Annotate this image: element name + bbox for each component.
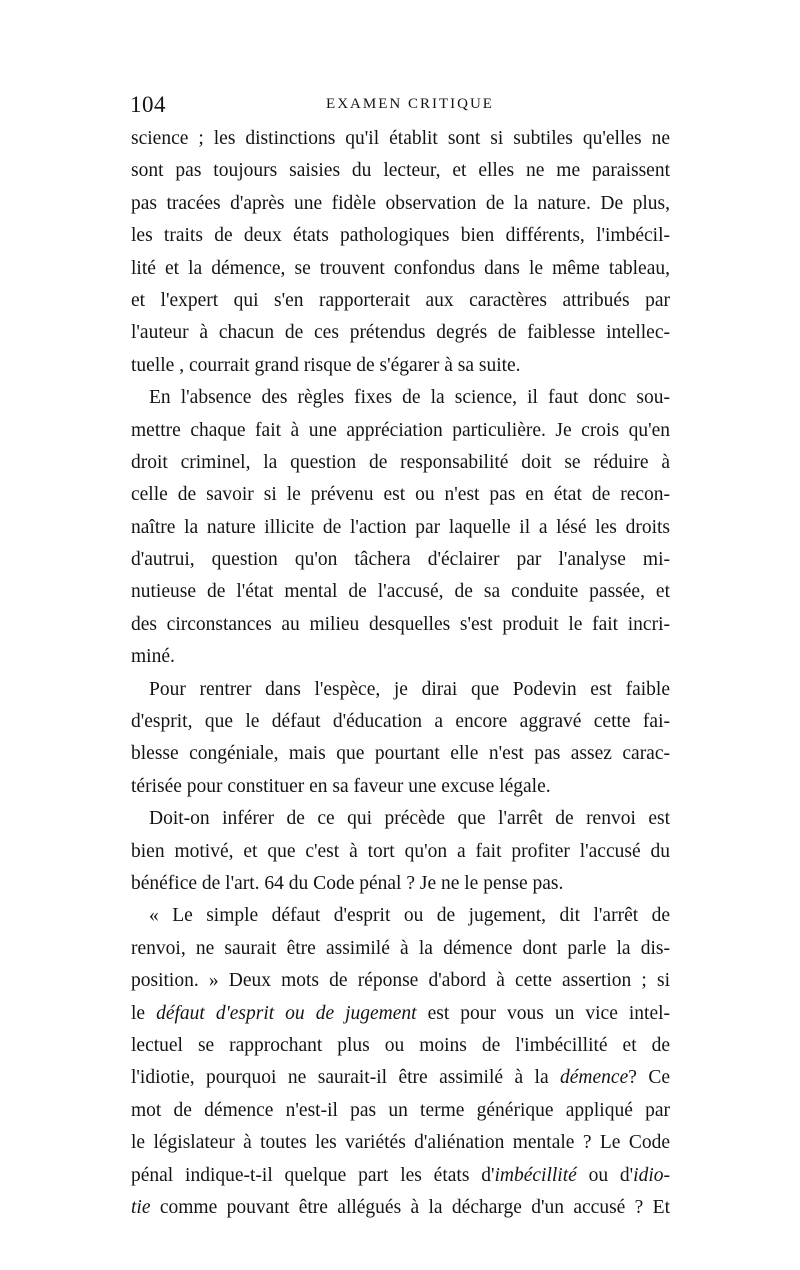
text-line: En l'absence des règles fixes de la science, il faut donc sou- xyxy=(149,387,670,409)
text-line: renvoi, ne saurait être assimilé à la démence dont parle la dis- xyxy=(131,937,670,959)
text-line xyxy=(131,1192,670,1224)
text-line: d'esprit, que le défaut d'éducation a encore aggravé cette fai- xyxy=(131,711,670,733)
text-line: mot de démence n'est-il pas un terme générique appliqué par xyxy=(131,1099,670,1121)
text-line: les traits de deux états pathologiques bien différents, l'imbécil- xyxy=(131,225,670,247)
text-line xyxy=(131,1160,670,1192)
italic-run: idio- xyxy=(633,1164,670,1186)
text-line: des circonstances au milieu desquelles s'est produit le fait incri- xyxy=(131,613,670,635)
text-line: miné. xyxy=(131,646,175,668)
italic-run: tie xyxy=(131,1196,151,1218)
text-line: droit criminel, la question de responsabilité doit se réduire à xyxy=(131,451,670,473)
text-line xyxy=(131,998,670,1030)
text-line: position. » Deux mots de réponse d'abord à cette assertion ; si xyxy=(131,970,670,992)
text-run: pénal indique-t-il quelque part les états d' xyxy=(131,1164,495,1186)
text-run: ? Ce xyxy=(628,1067,670,1089)
text-line: celle de savoir si le prévenu est ou n'est pas en état de recon- xyxy=(131,484,670,506)
text-line: nutieuse de l'état mental de l'accusé, de sa conduite passée, et xyxy=(131,581,670,603)
italic-run: imbécillité xyxy=(494,1164,577,1186)
text-line: « Le simple défaut d'esprit ou de jugement, dit l'arrêt de xyxy=(149,905,670,927)
text-line: le législateur à toutes les variétés d'aliénation mentale ? Le Code xyxy=(131,1132,670,1154)
text-line: blesse congéniale, mais que pourtant elle n'est pas assez carac- xyxy=(131,743,670,765)
text-run: ou d' xyxy=(576,1164,634,1186)
text-run: l'idiotie, pourquoi ne saurait-il être assimilé à la xyxy=(131,1067,561,1089)
page-number: 104 xyxy=(130,92,166,117)
text-line: l'auteur à chacun de ces prétendus degrés de faiblesse intellec- xyxy=(131,322,670,344)
text-run: est pour vous un vice intel- xyxy=(416,1002,670,1024)
text-run: le xyxy=(131,1002,157,1024)
text-line: lité et la démence, se trouvent confondus dans le même tableau, xyxy=(131,257,670,279)
running-head: EXAMEN CRITIQUE xyxy=(326,96,494,112)
text-line: lectuel se rapprochant plus ou moins de l'imbécillité et de xyxy=(131,1034,670,1056)
text-line: térisée pour constituer en sa faveur une excuse légale. xyxy=(131,775,551,797)
text-line: pas tracées d'après une fidèle observation de la nature. De plus, xyxy=(131,192,670,214)
text-line: sont pas toujours saisies du lecteur, et elles ne me paraissent xyxy=(131,160,670,182)
text-line: mettre chaque fait à une appréciation particulière. Je crois qu'en xyxy=(131,419,670,441)
text-line: d'autrui, question qu'on tâchera d'éclairer par l'analyse mi- xyxy=(131,549,670,571)
text-run: comme pouvant être allégués à la décharge d'un accusé ? Et xyxy=(150,1196,670,1218)
page-header xyxy=(128,92,672,122)
text-line: naître la nature illicite de l'action par laquelle il a lésé les droits xyxy=(131,516,670,538)
text-line xyxy=(131,1062,670,1094)
italic-run: démence xyxy=(560,1067,629,1089)
text-line: bien motivé, et que c'est à tort qu'on a fait profiter l'accusé du xyxy=(131,840,670,862)
text-line: science ; les distinctions qu'il établit sont si subtiles qu'elles ne xyxy=(131,128,670,149)
body-text xyxy=(131,123,670,1224)
italic-run: défaut d'esprit ou de jugement xyxy=(156,1002,417,1024)
text-line: Pour rentrer dans l'espèce, je dirai que Podevin est faible xyxy=(149,678,670,700)
text-line: et l'expert qui s'en rapporterait aux caractères attribués par xyxy=(131,289,670,311)
text-line: tuelle , courrait grand risque de s'égarer à sa suite. xyxy=(131,354,521,376)
text-line: Doit-on inférer de ce qui précède que l'arrêt de renvoi est xyxy=(149,808,670,830)
text-line: bénéfice de l'art. 64 du Code pénal ? Je ne le pense pas. xyxy=(131,872,564,894)
